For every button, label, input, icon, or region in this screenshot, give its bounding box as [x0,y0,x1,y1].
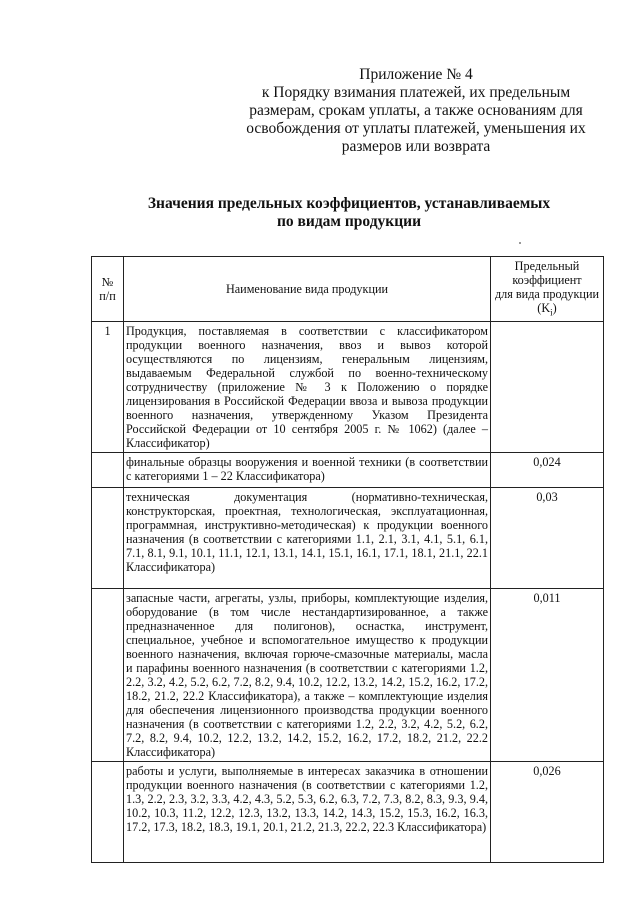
row-description: техническая документация (нормативно-техническая, конструкторская, проектная, технологическая, эксплуатационная, программная, инструктивно-методическая) к продукции военного назначения (в соответствии с категориями 1.1, 2.1, 3.1, 4.1, 5.1, 6.1, 7.1, 8.1, 9.1, 10.1, 11.1, 12.1, 13.1, 14.1, 15.1, 16.1, 17.1, 18.1, 21.1, 22.1 Классификатора) [124,488,491,589]
header-coef-label: для вида продукции [494,287,599,301]
header-number [92,257,124,322]
row-description: Продукция, поставляемая в соответствии с классификатором продукции военного назначения, ввоз и вывоз которой осуществляются по лицензиям, генеральным лицензиям, выдаваемым Федеральной службой по военно-техническому сотрудничеству (приложение № 3 к Положению о порядке лицензирования в Российской Федерации ввоза и вывоза продукции военного назначения, утвержденному Указом Президента Российской Федерации от 10 сентября 2005 г. № 1062) (далее – Классификатор) [124,322,491,453]
header-number-label: п/п [99,289,116,304]
header-coef-symbol: ) [552,301,557,315]
header-coef-label: коэффициент [512,273,582,287]
header-coef-label: Предельный [514,259,580,273]
row-description: финальные образцы вооружения и военной техники (в соответствии с категориями 1 – 22 Классификатора) [124,453,491,488]
table-row [92,453,604,488]
table-row [92,762,604,863]
title-line: Значения предельных коэффициентов, устанавливаемых [147,195,551,212]
table-row [92,488,604,589]
row-coefficient [491,322,604,453]
row-coefficient: 0,024 [491,453,604,488]
scan-speck [519,242,521,244]
row-number [92,488,124,589]
coefficients-table [91,256,604,863]
row-description: запасные части, агрегаты, узлы, приборы, комплектующие изделия, оборудование (в том числе нестандартизированное, а также предназначенное для полигонов), оснастка, инструмент, специальное, учебное и вспомогательное имущество к продукции военного назначения, включая горюче-смазочные материалы, масла и парафины военного назначения (в соответствии с категориями 1.2, 2.2, 3.2, 4.2, 5.2, 6.2, 7.2, 8.2, 9.4, 10.2, 12.2, 13.2, 14.2, 15.2, 16.2, 17.2, 18.2, 21.2, 22.2 Классификатора), а также – комплектующие изделия для обеспечения лицензионного производства продукции военного назначения (в соответствии с категориями 1.2, 2.2, 3.2, 4.2, 5.2, 6.2, 7.2, 8.2, 9.4, 10.2, 12.2, 13.2, 14.2, 15.2, 16.2, 17.2, 18.2, 21.2, 22.2 Классификатора) [124,589,491,762]
row-number [92,762,124,863]
header-coefficient [491,257,604,322]
document-title [118,195,580,231]
table-row [92,589,604,762]
header-product-name: Наименование вида продукции [124,257,491,322]
row-coefficient: 0,026 [491,762,604,863]
row-number: 1 [92,322,124,453]
row-number [92,453,124,488]
row-number [92,589,124,762]
table-row [92,322,604,453]
row-coefficient: 0,03 [491,488,604,589]
appendix-line: к Порядку взимания платежей, их предельным [261,84,571,101]
appendix-header [246,66,586,156]
table-header-row [92,257,604,322]
header-coef-subscript: i [550,307,553,318]
title-line: по видам продукции [276,213,422,230]
row-coefficient: 0,011 [491,589,604,762]
appendix-line: размеров или возврата [341,138,491,155]
header-coef-symbol: (K [537,301,551,315]
appendix-line: размерам, срокам уплаты, а также основаниям для [249,102,583,119]
appendix-title: Приложение № 4 [359,66,473,83]
appendix-line: освобождения от уплаты платежей, уменьшения их [246,120,586,137]
header-number-label: № [101,275,114,290]
row-description: работы и услуги, выполняемые в интересах заказчика в отношении продукции военного назначения (в соответствии с категориями 1.2, 1.3, 2.2, 2.3, 3.2, 3.3, 4.2, 4.3, 5.2, 5.3, 6.2, 6.3, 7.2, 7.3, 8.2, 8.3, 9.3, 9.4, 10.2, 10.3, 11.2, 12.2, 12.3, 13.2, 13.3, 14.2, 14.3, 15.2, 15.3, 16.2, 16.3, 17.2, 17.3, 18.2, 18.3, 19.1, 20.1, 21.2, 21.3, 22.2, 22.3 Классификатора) [124,762,491,863]
